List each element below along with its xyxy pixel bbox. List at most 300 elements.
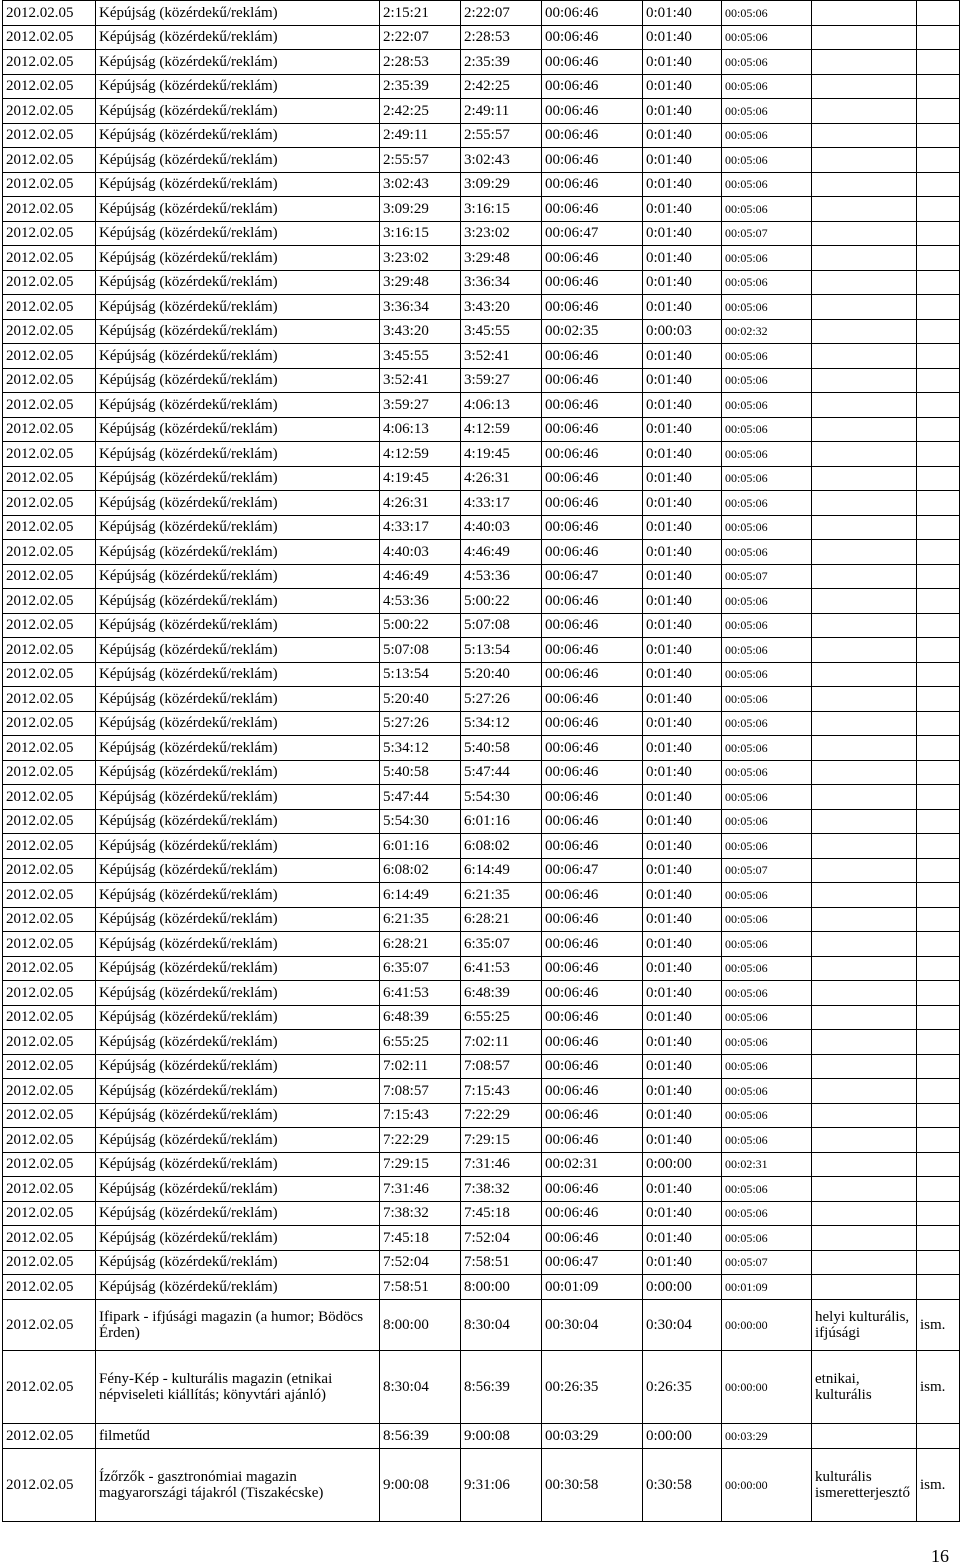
- duration-cell: 00:06:46: [542, 834, 643, 859]
- ad-duration-cell: 00:05:06: [722, 540, 812, 565]
- duration-cell: 00:06:46: [542, 540, 643, 565]
- program-duration-cell: 0:26:35: [643, 1350, 722, 1423]
- program-title-cell: Képújság (közérdekű/reklám): [96, 883, 380, 908]
- program-title-cell: Képújság (közérdekű/reklám): [96, 417, 380, 442]
- table-row: [3, 883, 960, 908]
- start-time-cell: 2:55:57: [380, 148, 461, 173]
- duration-cell: 00:06:46: [542, 1054, 643, 1079]
- duration-cell: 00:06:46: [542, 123, 643, 148]
- end-time-cell: 3:02:43: [461, 148, 542, 173]
- ad-duration-cell: 00:05:07: [722, 221, 812, 246]
- program-title-cell: Ifipark - ifjúsági magazin (a humor; Bödöcs Érden): [96, 1299, 380, 1350]
- duration-cell: 00:06:46: [542, 736, 643, 761]
- category-cell: [812, 1201, 917, 1226]
- end-time-cell: 6:41:53: [461, 956, 542, 981]
- start-time-cell: 7:58:51: [380, 1275, 461, 1300]
- start-time-cell: 7:02:11: [380, 1054, 461, 1079]
- repeat-marker-cell: [917, 1079, 960, 1104]
- ad-duration-cell: 00:05:06: [722, 638, 812, 663]
- end-time-cell: 3:52:41: [461, 344, 542, 369]
- start-time-cell: 8:56:39: [380, 1423, 461, 1448]
- program-title-cell: Képújság (közérdekű/reklám): [96, 858, 380, 883]
- program-title-cell: Képújság (közérdekű/reklám): [96, 50, 380, 75]
- date-cell: 2012.02.05: [3, 99, 96, 124]
- category-cell: kulturális ismeretterjesztő: [812, 1448, 917, 1521]
- category-cell: [812, 858, 917, 883]
- table-row: [3, 564, 960, 589]
- table-row: [3, 99, 960, 124]
- ad-duration-cell: 00:05:06: [722, 466, 812, 491]
- program-row: [3, 1423, 960, 1448]
- date-cell: 2012.02.05: [3, 74, 96, 99]
- category-cell: [812, 1103, 917, 1128]
- end-time-cell: 5:34:12: [461, 711, 542, 736]
- category-cell: [812, 442, 917, 467]
- program-title-cell: Képújság (közérdekű/reklám): [96, 1005, 380, 1030]
- duration-cell: 00:06:46: [542, 809, 643, 834]
- program-title-cell: Képújság (közérdekű/reklám): [96, 662, 380, 687]
- ad-duration-cell: 00:05:06: [722, 246, 812, 271]
- duration-cell: 00:06:46: [542, 883, 643, 908]
- date-cell: 2012.02.05: [3, 50, 96, 75]
- program-title-cell: Képújság (közérdekű/reklám): [96, 25, 380, 50]
- start-time-cell: 2:28:53: [380, 50, 461, 75]
- ad-duration-cell: 00:05:06: [722, 25, 812, 50]
- ad-duration-cell: 00:05:06: [722, 50, 812, 75]
- repeat-marker-cell: [917, 148, 960, 173]
- repeat-marker-cell: [917, 197, 960, 222]
- repeat-marker-cell: ism.: [917, 1448, 960, 1521]
- date-cell: 2012.02.05: [3, 491, 96, 516]
- end-time-cell: 7:45:18: [461, 1201, 542, 1226]
- end-time-cell: 8:30:04: [461, 1299, 542, 1350]
- duration-cell: 00:06:46: [542, 417, 643, 442]
- end-time-cell: 6:14:49: [461, 858, 542, 883]
- start-time-cell: 5:34:12: [380, 736, 461, 761]
- table-row: [3, 932, 960, 957]
- duration-cell: 00:06:46: [542, 932, 643, 957]
- page-number: 16: [931, 1546, 949, 1566]
- program-duration-cell: 0:01:40: [643, 638, 722, 663]
- ad-duration-cell: 00:05:06: [722, 344, 812, 369]
- ad-duration-cell: 00:05:06: [722, 270, 812, 295]
- program-duration-cell: 0:01:40: [643, 564, 722, 589]
- ad-duration-cell: 00:05:06: [722, 1226, 812, 1251]
- table-row: [3, 785, 960, 810]
- duration-cell: 00:26:35: [542, 1350, 643, 1423]
- start-time-cell: 5:20:40: [380, 687, 461, 712]
- end-time-cell: 6:55:25: [461, 1005, 542, 1030]
- start-time-cell: 4:40:03: [380, 540, 461, 565]
- date-cell: 2012.02.05: [3, 1005, 96, 1030]
- repeat-marker-cell: [917, 1177, 960, 1202]
- program-duration-cell: 0:01:40: [643, 589, 722, 614]
- program-duration-cell: 0:01:40: [643, 99, 722, 124]
- date-cell: 2012.02.05: [3, 1030, 96, 1055]
- date-cell: 2012.02.05: [3, 123, 96, 148]
- repeat-marker-cell: [917, 515, 960, 540]
- ad-duration-cell: 00:05:06: [722, 295, 812, 320]
- broadcast-schedule-table: [2, 0, 960, 1522]
- table-row: [3, 50, 960, 75]
- table-row: [3, 907, 960, 932]
- category-cell: [812, 50, 917, 75]
- duration-cell: 00:06:47: [542, 221, 643, 246]
- end-time-cell: 7:22:29: [461, 1103, 542, 1128]
- ad-duration-cell: 00:05:06: [722, 123, 812, 148]
- end-time-cell: 4:53:36: [461, 564, 542, 589]
- repeat-marker-cell: [917, 344, 960, 369]
- end-time-cell: 3:43:20: [461, 295, 542, 320]
- duration-cell: 00:06:46: [542, 246, 643, 271]
- end-time-cell: 6:48:39: [461, 981, 542, 1006]
- program-duration-cell: 0:01:40: [643, 295, 722, 320]
- date-cell: 2012.02.05: [3, 785, 96, 810]
- end-time-cell: 9:31:06: [461, 1448, 542, 1521]
- date-cell: 2012.02.05: [3, 417, 96, 442]
- program-title-cell: Képújság (közérdekű/reklám): [96, 1275, 380, 1300]
- end-time-cell: 7:58:51: [461, 1250, 542, 1275]
- date-cell: 2012.02.05: [3, 1128, 96, 1153]
- start-time-cell: 5:47:44: [380, 785, 461, 810]
- start-time-cell: 6:01:16: [380, 834, 461, 859]
- table-row: [3, 74, 960, 99]
- program-title-cell: Képújság (közérdekű/reklám): [96, 785, 380, 810]
- program-title-cell: Képújság (közérdekű/reklám): [96, 123, 380, 148]
- category-cell: [812, 687, 917, 712]
- program-duration-cell: 0:01:40: [643, 270, 722, 295]
- program-duration-cell: 0:01:40: [643, 883, 722, 908]
- date-cell: 2012.02.05: [3, 711, 96, 736]
- start-time-cell: 3:29:48: [380, 270, 461, 295]
- ad-duration-cell: 00:00:00: [722, 1299, 812, 1350]
- ad-duration-cell: 00:05:06: [722, 99, 812, 124]
- ad-duration-cell: 00:05:06: [722, 834, 812, 859]
- category-cell: [812, 883, 917, 908]
- repeat-marker-cell: [917, 172, 960, 197]
- program-duration-cell: 0:30:58: [643, 1448, 722, 1521]
- repeat-marker-cell: [917, 858, 960, 883]
- end-time-cell: 3:36:34: [461, 270, 542, 295]
- date-cell: 2012.02.05: [3, 25, 96, 50]
- duration-cell: 00:06:46: [542, 295, 643, 320]
- duration-cell: 00:03:29: [542, 1423, 643, 1448]
- end-time-cell: 9:00:08: [461, 1423, 542, 1448]
- program-title-cell: Képújság (közérdekű/reklám): [96, 1103, 380, 1128]
- date-cell: 2012.02.05: [3, 246, 96, 271]
- program-duration-cell: 0:01:40: [643, 687, 722, 712]
- end-time-cell: 7:52:04: [461, 1226, 542, 1251]
- end-time-cell: 7:29:15: [461, 1128, 542, 1153]
- end-time-cell: 3:45:55: [461, 319, 542, 344]
- table-row: [3, 221, 960, 246]
- duration-cell: 00:06:46: [542, 1201, 643, 1226]
- program-title-cell: Képújság (közérdekű/reklám): [96, 148, 380, 173]
- program-title-cell: Képújság (közérdekű/reklám): [96, 1054, 380, 1079]
- category-cell: [812, 515, 917, 540]
- duration-cell: 00:30:58: [542, 1448, 643, 1521]
- date-cell: 2012.02.05: [3, 1079, 96, 1104]
- category-cell: [812, 148, 917, 173]
- end-time-cell: 5:54:30: [461, 785, 542, 810]
- start-time-cell: 7:15:43: [380, 1103, 461, 1128]
- program-duration-cell: 0:01:40: [643, 662, 722, 687]
- date-cell: 2012.02.05: [3, 1177, 96, 1202]
- duration-cell: 00:06:46: [542, 760, 643, 785]
- category-cell: [812, 491, 917, 516]
- end-time-cell: 2:22:07: [461, 1, 542, 26]
- ad-duration-cell: 00:05:06: [722, 711, 812, 736]
- repeat-marker-cell: [917, 295, 960, 320]
- start-time-cell: 2:42:25: [380, 99, 461, 124]
- category-cell: [812, 956, 917, 981]
- duration-cell: 00:06:46: [542, 270, 643, 295]
- category-cell: [812, 295, 917, 320]
- program-duration-cell: 0:01:40: [643, 809, 722, 834]
- program-title-cell: Képújság (közérdekű/reklám): [96, 295, 380, 320]
- program-title-cell: Képújság (közérdekű/reklám): [96, 270, 380, 295]
- table-row: [3, 368, 960, 393]
- program-duration-cell: 0:01:40: [643, 172, 722, 197]
- category-cell: [812, 1128, 917, 1153]
- duration-cell: 00:06:46: [542, 1177, 643, 1202]
- repeat-marker-cell: [917, 1128, 960, 1153]
- program-duration-cell: 0:01:40: [643, 148, 722, 173]
- ad-duration-cell: 00:02:31: [722, 1152, 812, 1177]
- duration-cell: 00:06:46: [542, 368, 643, 393]
- program-title-cell: filmetűd: [96, 1423, 380, 1448]
- table-row: [3, 246, 960, 271]
- ad-duration-cell: 00:05:07: [722, 1250, 812, 1275]
- table-row: [3, 197, 960, 222]
- program-title-cell: Képújság (közérdekű/reklám): [96, 1226, 380, 1251]
- table-row: [3, 736, 960, 761]
- repeat-marker-cell: [917, 246, 960, 271]
- start-time-cell: 7:22:29: [380, 1128, 461, 1153]
- program-duration-cell: 0:00:00: [643, 1423, 722, 1448]
- table-row: [3, 687, 960, 712]
- start-time-cell: 3:59:27: [380, 393, 461, 418]
- date-cell: 2012.02.05: [3, 393, 96, 418]
- category-cell: [812, 1250, 917, 1275]
- category-cell: [812, 99, 917, 124]
- start-time-cell: 2:49:11: [380, 123, 461, 148]
- start-time-cell: 4:33:17: [380, 515, 461, 540]
- ad-duration-cell: 00:03:29: [722, 1423, 812, 1448]
- ad-duration-cell: 00:05:06: [722, 981, 812, 1006]
- start-time-cell: 2:22:07: [380, 25, 461, 50]
- date-cell: 2012.02.05: [3, 809, 96, 834]
- program-duration-cell: 0:00:00: [643, 1275, 722, 1300]
- date-cell: 2012.02.05: [3, 1250, 96, 1275]
- date-cell: 2012.02.05: [3, 638, 96, 663]
- program-duration-cell: 0:01:40: [643, 760, 722, 785]
- start-time-cell: 6:41:53: [380, 981, 461, 1006]
- repeat-marker-cell: [917, 1152, 960, 1177]
- start-time-cell: 5:00:22: [380, 613, 461, 638]
- category-cell: [812, 393, 917, 418]
- start-time-cell: 7:52:04: [380, 1250, 461, 1275]
- program-title-cell: Képújság (közérdekű/reklám): [96, 1079, 380, 1104]
- date-cell: 2012.02.05: [3, 956, 96, 981]
- program-title-cell: Képújság (közérdekű/reklám): [96, 638, 380, 663]
- program-duration-cell: 0:01:40: [643, 197, 722, 222]
- duration-cell: 00:06:46: [542, 956, 643, 981]
- program-duration-cell: 0:01:40: [643, 1103, 722, 1128]
- table-row: [3, 466, 960, 491]
- duration-cell: 00:06:46: [542, 638, 643, 663]
- end-time-cell: 5:20:40: [461, 662, 542, 687]
- category-cell: [812, 1054, 917, 1079]
- category-cell: [812, 1226, 917, 1251]
- program-title-cell: Képújság (közérdekű/reklám): [96, 760, 380, 785]
- table-row: [3, 515, 960, 540]
- category-cell: [812, 1423, 917, 1448]
- start-time-cell: 5:40:58: [380, 760, 461, 785]
- category-cell: [812, 197, 917, 222]
- duration-cell: 00:06:46: [542, 99, 643, 124]
- date-cell: 2012.02.05: [3, 932, 96, 957]
- category-cell: [812, 589, 917, 614]
- table-row: [3, 393, 960, 418]
- table-row: [3, 25, 960, 50]
- ad-duration-cell: 00:05:06: [722, 1177, 812, 1202]
- ad-duration-cell: 00:05:06: [722, 589, 812, 614]
- ad-duration-cell: 00:05:06: [722, 393, 812, 418]
- program-title-cell: Képújság (közérdekű/reklám): [96, 221, 380, 246]
- end-time-cell: 5:00:22: [461, 589, 542, 614]
- program-title-cell: Képújság (közérdekű/reklám): [96, 172, 380, 197]
- date-cell: 2012.02.05: [3, 1201, 96, 1226]
- start-time-cell: 4:26:31: [380, 491, 461, 516]
- date-cell: 2012.02.05: [3, 344, 96, 369]
- end-time-cell: 5:07:08: [461, 613, 542, 638]
- program-duration-cell: 0:01:40: [643, 442, 722, 467]
- end-time-cell: 8:00:00: [461, 1275, 542, 1300]
- start-time-cell: 8:30:04: [380, 1350, 461, 1423]
- start-time-cell: 3:16:15: [380, 221, 461, 246]
- table-row: [3, 638, 960, 663]
- duration-cell: 00:06:46: [542, 785, 643, 810]
- end-time-cell: 6:01:16: [461, 809, 542, 834]
- program-duration-cell: 0:01:40: [643, 932, 722, 957]
- repeat-marker-cell: [917, 907, 960, 932]
- program-title-cell: Képújság (közérdekű/reklám): [96, 466, 380, 491]
- start-time-cell: 7:38:32: [380, 1201, 461, 1226]
- program-duration-cell: 0:30:04: [643, 1299, 722, 1350]
- date-cell: 2012.02.05: [3, 197, 96, 222]
- repeat-marker-cell: [917, 809, 960, 834]
- category-cell: [812, 74, 917, 99]
- date-cell: 2012.02.05: [3, 515, 96, 540]
- duration-cell: 00:06:47: [542, 1250, 643, 1275]
- date-cell: 2012.02.05: [3, 319, 96, 344]
- category-cell: helyi kulturális, ifjúsági: [812, 1299, 917, 1350]
- date-cell: 2012.02.05: [3, 540, 96, 565]
- ad-duration-cell: 00:05:07: [722, 858, 812, 883]
- end-time-cell: 4:46:49: [461, 540, 542, 565]
- date-cell: 2012.02.05: [3, 1054, 96, 1079]
- category-cell: [812, 1030, 917, 1055]
- date-cell: 2012.02.05: [3, 1350, 96, 1423]
- date-cell: 2012.02.05: [3, 858, 96, 883]
- ad-duration-cell: 00:05:06: [722, 687, 812, 712]
- ad-duration-cell: 00:05:06: [722, 515, 812, 540]
- table-row: [3, 1054, 960, 1079]
- duration-cell: 00:06:46: [542, 1226, 643, 1251]
- duration-cell: 00:06:46: [542, 197, 643, 222]
- table-row: [3, 834, 960, 859]
- end-time-cell: 4:12:59: [461, 417, 542, 442]
- category-cell: [812, 417, 917, 442]
- program-duration-cell: 0:01:40: [643, 834, 722, 859]
- category-cell: [812, 834, 917, 859]
- ad-duration-cell: 00:05:07: [722, 564, 812, 589]
- category-cell: [812, 246, 917, 271]
- program-duration-cell: 0:01:40: [643, 246, 722, 271]
- category-cell: [812, 344, 917, 369]
- end-time-cell: 2:28:53: [461, 25, 542, 50]
- category-cell: [812, 760, 917, 785]
- end-time-cell: 2:42:25: [461, 74, 542, 99]
- program-duration-cell: 0:00:00: [643, 1152, 722, 1177]
- end-time-cell: 5:13:54: [461, 638, 542, 663]
- table-row: [3, 760, 960, 785]
- table-row: [3, 1275, 960, 1300]
- repeat-marker-cell: [917, 785, 960, 810]
- end-time-cell: 6:08:02: [461, 834, 542, 859]
- date-cell: 2012.02.05: [3, 148, 96, 173]
- repeat-marker-cell: [917, 270, 960, 295]
- table-row: [3, 442, 960, 467]
- category-cell: [812, 540, 917, 565]
- end-time-cell: 2:55:57: [461, 123, 542, 148]
- category-cell: [812, 564, 917, 589]
- program-title-cell: Képújság (közérdekű/reklám): [96, 393, 380, 418]
- program-title-cell: Képújság (közérdekű/reklám): [96, 956, 380, 981]
- category-cell: [812, 809, 917, 834]
- start-time-cell: 3:52:41: [380, 368, 461, 393]
- end-time-cell: 5:40:58: [461, 736, 542, 761]
- program-title-cell: Képújság (közérdekű/reklám): [96, 99, 380, 124]
- program-title-cell: Képújság (közérdekű/reklám): [96, 1250, 380, 1275]
- ad-duration-cell: 00:05:06: [722, 809, 812, 834]
- ad-duration-cell: 00:05:06: [722, 368, 812, 393]
- end-time-cell: 7:31:46: [461, 1152, 542, 1177]
- start-time-cell: 7:45:18: [380, 1226, 461, 1251]
- end-time-cell: 2:35:39: [461, 50, 542, 75]
- date-cell: 2012.02.05: [3, 295, 96, 320]
- category-cell: etnikai, kulturális: [812, 1350, 917, 1423]
- duration-cell: 00:06:46: [542, 393, 643, 418]
- repeat-marker-cell: [917, 1030, 960, 1055]
- category-cell: [812, 785, 917, 810]
- repeat-marker-cell: [917, 1275, 960, 1300]
- program-duration-cell: 0:01:40: [643, 858, 722, 883]
- date-cell: 2012.02.05: [3, 883, 96, 908]
- program-duration-cell: 0:01:40: [643, 540, 722, 565]
- program-row: [3, 1448, 960, 1521]
- table-row: [3, 981, 960, 1006]
- program-title-cell: Képújság (közérdekű/reklám): [96, 540, 380, 565]
- category-cell: [812, 711, 917, 736]
- end-time-cell: 4:40:03: [461, 515, 542, 540]
- duration-cell: 00:02:31: [542, 1152, 643, 1177]
- repeat-marker-cell: [917, 368, 960, 393]
- ad-duration-cell: 00:05:06: [722, 907, 812, 932]
- end-time-cell: 3:23:02: [461, 221, 542, 246]
- repeat-marker-cell: [917, 711, 960, 736]
